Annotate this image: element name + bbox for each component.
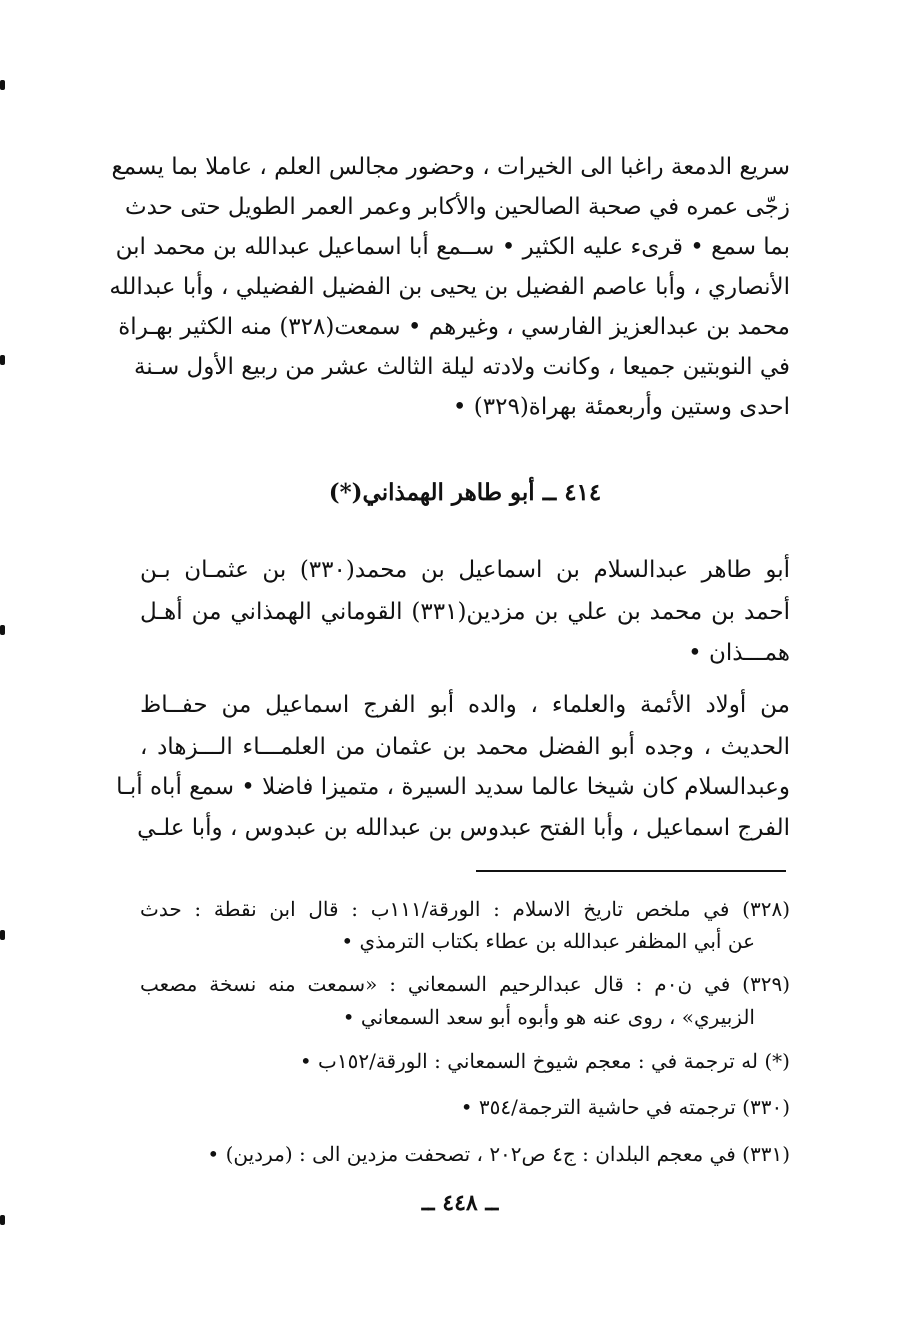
footnote-line: (٣٢٨) في ملخص تاريخ الاسلام : الورقة/١١١ب : قال ابن نقطة : حدث: [140, 897, 791, 921]
body-line: همـــذان •: [688, 640, 790, 666]
body-line: وعبدالسلام كان شيخا عالما سديد السيرة ، متميزا فاضلا • سمع أباه أبـا: [116, 774, 790, 800]
margin-mark: [0, 930, 5, 940]
margin-mark: [0, 355, 5, 365]
body-line: بما سمع • قرىء عليه الكثير • ســمع أبا اسماعيل عبدالله بن محمد ابن: [115, 234, 790, 260]
margin-mark: [0, 80, 5, 90]
footnote-line: (*) له ترجمة في : معجم شيوخ السمعاني : الورقة/١٥٢ب •: [299, 1049, 790, 1073]
body-line: الفرج اسماعيل ، وأبا الفتح عبدوس بن عبدالله بن عبدوس ، وأبا علـي: [137, 815, 790, 841]
entry-heading: ٤١٤ ــ أبو طاهر الهمذاني(*): [328, 479, 602, 506]
body-line: الحديث ، وجده أبو الفضل محمد بن عثمان من العلمـــاء الـــزهاد ،: [140, 734, 790, 760]
body-line: أبو طاهر عبدالسلام بن اسماعيل بن محمد(٣٣٠) بن عثمـان بـن: [140, 557, 790, 583]
body-line: محمد بن عبدالعزيز الفارسي ، وغيرهم • سمعت(٣٢٨) منه الكثير بهـراة: [118, 314, 790, 340]
margin-mark: [0, 1215, 5, 1225]
body-line: الأنصاري ، وأبا عاصم الفضيل بن يحيى بن الفضيل الفضيلي ، وأبا عبدالله: [109, 274, 790, 300]
margin-mark: [0, 625, 5, 635]
body-line: أحمد بن محمد بن علي بن مزدين(٣٣١) القوماني الهمذاني من أهـل: [140, 599, 790, 625]
body-line: في النوبتين جميعا ، وكانت ولادته ليلة الثالث عشر من ربيع الأول سـنة: [133, 354, 790, 380]
page-number: ــ ٤٤٨ ــ: [421, 1190, 499, 1216]
footnote-line: (٣٢٩) في ن٠م : قال عبدالرحيم السمعاني : «سمعت منه نسخة مصعب: [140, 972, 791, 996]
body-line: من أولاد الأئمة والعلماء ، والده أبو الفرج اسماعيل من حفــاظ: [140, 692, 790, 718]
footnote-line: (٣٣٠) ترجمته في حاشية الترجمة/٣٥٤ •: [460, 1095, 790, 1119]
footnote-line: عن أبي المظفر عبدالله بن عطاء بكتاب الترمذي •: [341, 929, 755, 953]
footnote-line: (٣٣١) في معجم البلدان : ج٤ ص٢٠٢ ، تصحفت مزدين الى : (مردين) •: [207, 1142, 790, 1166]
body-line: زجّى عمره في صحبة الصالحين والأكابر وعمر العمر الطويل حتى حدث: [124, 194, 790, 220]
footnote-separator: [476, 870, 786, 872]
footnote-line: الزبيري» ، روى عنه هو وأبوه أبو سعد السمعاني •: [342, 1005, 755, 1029]
body-line: احدى وستين وأربعمئة بهراة(٣٢٩) •: [452, 394, 790, 420]
body-line: سريع الدمعة راغبا الى الخيرات ، وحضور مجالس العلم ، عاملا بما يسمع: [111, 154, 790, 180]
